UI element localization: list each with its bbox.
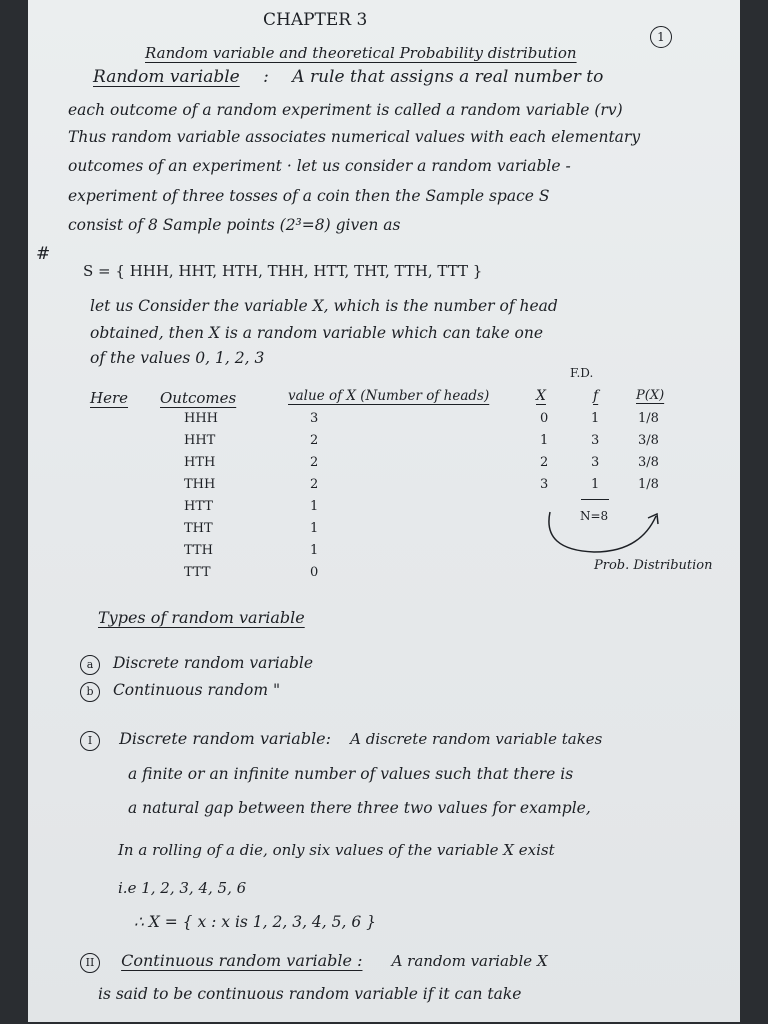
intro-line-3: Thus random variable associates numerical values with each elementary [68, 128, 641, 146]
outcome-cell: THT [184, 521, 213, 536]
page-number-circle: 1 [650, 26, 672, 48]
here-label: Here [90, 389, 129, 407]
discrete-line-2: a finite or an infinite number of values such that there is [128, 765, 574, 783]
consider-line-1: let us Consider the variable X, which is the number of head [90, 297, 558, 315]
outcome-cell: HTT [184, 499, 213, 514]
distribution-arrow-icon [536, 508, 666, 558]
f-cell: 3 [591, 433, 600, 448]
continuous-text-1: A random variable X [391, 952, 548, 970]
discrete-text-1: A discrete random variable takes [350, 730, 603, 748]
f-cell: 1 [591, 477, 600, 492]
px-header: P(X) [636, 388, 665, 403]
outcome-cell: THH [184, 477, 216, 492]
x-header: X [536, 388, 546, 404]
x-cell: 2 [540, 455, 549, 470]
f-cell: 1 [591, 411, 600, 426]
types-heading: Types of random variable [98, 608, 305, 627]
discrete-line-6: ∴ X = { x : x is 1, 2, 3, 4, 5, 6 } [134, 913, 377, 931]
marker-i: I [80, 731, 100, 751]
intro-line-4: outcomes of an experiment · let us consider a random variable - [68, 157, 571, 175]
outcome-cell: HHH [184, 411, 219, 426]
value-cell: 2 [310, 477, 319, 492]
value-cell: 1 [310, 543, 319, 558]
px-cell: 1/8 [638, 477, 659, 492]
x-cell: 3 [540, 477, 549, 492]
type-label-b: Continuous random " [112, 681, 281, 699]
value-cell: 2 [310, 455, 319, 470]
value-cell: 2 [310, 433, 319, 448]
px-cell: 3/8 [638, 455, 659, 470]
x-cell: 1 [540, 433, 549, 448]
intro-line-5: experiment of three tosses of a coin then the Sample space S [68, 187, 550, 205]
x-column [540, 408, 548, 496]
outcomes-header: Outcomes [160, 389, 237, 407]
distribution-caption: Prob. Distribution [594, 558, 713, 573]
outcome-cell: HTH [184, 455, 216, 470]
page-number [650, 26, 672, 48]
type-item-a [80, 653, 313, 675]
continuous-line-1 [80, 951, 548, 973]
px-column [638, 408, 659, 496]
consider-line-2: obtained, then X is a random variable which can take one [90, 324, 544, 342]
f-total-rule [581, 499, 609, 500]
intro-text-1: A rule that assigns a real number to [292, 67, 604, 87]
sample-space-set: S = { HHH, HHT, HTH, THH, HTT, THT, TTH, TTT } [83, 262, 483, 280]
f-total: N=8 [580, 509, 609, 523]
fd-label: F.D. [570, 366, 594, 380]
type-label-a: Discrete random variable [112, 654, 314, 672]
consider-line-3: of the values 0, 1, 2, 3 [90, 349, 265, 367]
intro-colon: : [263, 67, 269, 87]
outcome-cell: HHT [184, 433, 216, 448]
px-cell: 3/8 [638, 433, 659, 448]
outcomes-column [184, 408, 218, 584]
intro-term: Random variable [93, 67, 240, 87]
outcome-cell: TTH [184, 543, 213, 558]
x-cell: 0 [540, 411, 549, 426]
value-cell: 0 [310, 565, 319, 580]
discrete-line-3: a natural gap between there three two values for example, [128, 799, 591, 817]
intro-line-2: each outcome of a random experiment is called a random variable (rv) [68, 101, 623, 119]
continuous-line-2: is said to be continuous random variable if it can take [98, 985, 522, 1003]
value-cell: 1 [310, 499, 319, 514]
intro-line-6: consist of 8 Sample points (2³=8) given as [68, 216, 401, 234]
chapter-title: Random variable and theoretical Probability distribution [145, 44, 577, 62]
continuous-term: Continuous random variable : [121, 951, 363, 970]
notebook-page [28, 0, 740, 1022]
chapter-heading: CHAPTER 3 [263, 10, 368, 30]
discrete-line-1 [80, 729, 602, 751]
f-column [591, 408, 599, 496]
outcome-cell: TTT [184, 565, 211, 580]
discrete-line-5: i.e 1, 2, 3, 4, 5, 6 [118, 879, 247, 897]
value-header: value of X (Number of heads) [288, 388, 490, 404]
type-item-b [80, 680, 280, 702]
value-cell: 1 [310, 521, 319, 536]
marker-a: a [80, 655, 100, 675]
px-cell: 1/8 [638, 411, 659, 426]
discrete-term: Discrete random variable: [119, 729, 332, 748]
hash-mark: # [36, 244, 51, 264]
intro-line-1 [93, 67, 603, 87]
value-cell: 3 [310, 411, 319, 426]
marker-b: b [80, 682, 100, 702]
values-column [310, 408, 318, 584]
marker-ii: II [80, 953, 100, 973]
f-header: f [593, 388, 599, 404]
f-cell: 3 [591, 455, 600, 470]
discrete-line-4: In a rolling of a die, only six values of the variable X exist [118, 841, 555, 859]
